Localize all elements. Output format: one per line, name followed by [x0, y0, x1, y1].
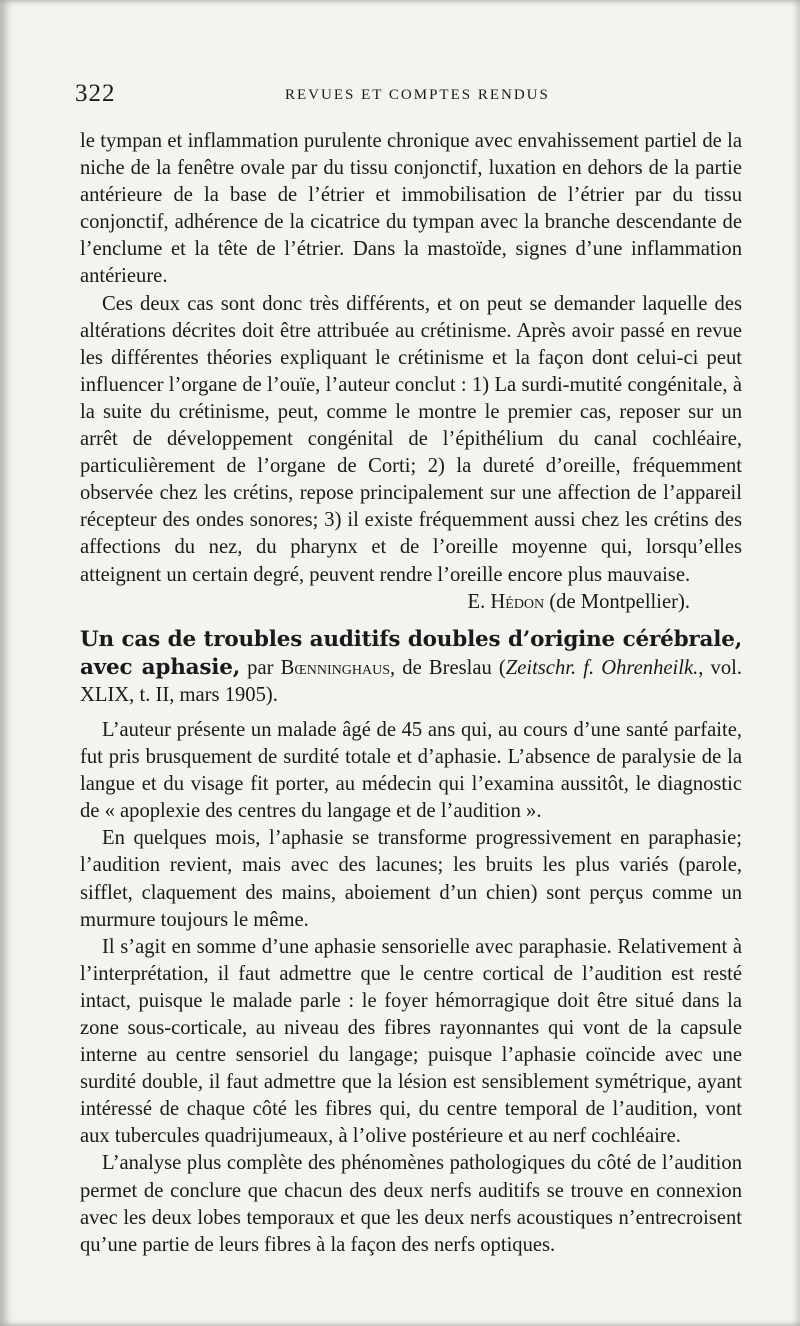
paragraph-evolution: En quelques mois, l’aphasie se transforme progressivement en paraphasie; l’audition revient, mais avec des lacunes; les bruits les plus variés (parole, sifflet, claquement des mains, aboiement d’un chien) sont perçus comme un murmure toujours le même.	[80, 827, 742, 931]
article-city: , de Breslau (	[390, 656, 506, 679]
page-number: 322	[75, 80, 116, 107]
article-title: Un cas de troubles auditifs doubles d’origine cérébrale, avec aphasie,	[80, 626, 742, 680]
article-by: par	[247, 656, 274, 679]
article-journal: Zeitschr. f. Ohrenheilk.	[505, 656, 699, 679]
article-author: Bœnninghaus	[280, 656, 391, 679]
page-header	[75, 80, 755, 110]
paragraph-interpretation: Il s’agit en somme d’une aphasie sensorielle avec paraphasie. Relativement à l’interprétation, il faut admettre que le centre cortical de l’audition est resté intact, puisque le malade parle : le foyer hémorragique doit être situé dans la zone sous-corticale, au niveau des fibres rayonnantes qui vont de la capsule interne au centre sensoriel du langage; puisque l’aphasie coïncide avec une surdité double, il faut admettre que la lésion est sensiblement symétrique, ayant intéressé de chaque côté les fibres qui, du centre temporal de l’audition, vont aux tubercules quadrijumeaux, à l’olive postérieure et au nerf cochléaire.	[80, 935, 742, 1148]
paragraph-analysis: L’analyse plus complète des phénomènes pathologiques du côté de l’audition permet de conclure que chacun des deux nerfs auditifs se trouve en connexion avec les deux lobes temporaux et que les deux nerfs acoustiques n’entrecroisent qu’une partie de leurs fibres à la façon des nerfs optiques.	[80, 1152, 742, 1256]
paragraph-case: L’auteur présente un malade âgé de 45 ans qui, au cours d’une santé parfaite, fut pris brusquement de surdité totale et d’aphasie. L’absence de paralysie de la langue et du visage fit porter, au médecin qui l’examina aussitôt, le diagnostic de « apoplexie des centres du langage et de l’audition ».	[80, 718, 742, 823]
running-head: REVUES ET COMPTES RENDUS	[285, 87, 550, 103]
article-heading	[80, 626, 742, 709]
signature-place: (de Montpellier).	[549, 590, 690, 613]
article-citation: , vol. XLIX, t. II, mars 1905).	[80, 656, 743, 706]
paragraph-continuation: le tympan et inflammation purulente chronique avec envahissement partiel de la niche de la fenêtre ovale par du tissu conjonctif, luxation en dehors de la partie antérieure de la base de l’étrier et immobilisation de l’étrier par du tissu conjonctif, adhérence de la cicatrice du tympan avec la branche descendante de l’enclume et la tête de l’étrier. Dans la mastoïde, signes d’une inflammation antérieure.	[80, 130, 742, 288]
signature-name: E. Hédon	[467, 590, 545, 613]
paragraph-conclusion: Ces deux cas sont donc très différents, et on peut se demander laquelle des altérations décrites doit être attribuée au crétinisme. Après avoir passé en revue les différentes théories expliquant le crétinisme et la façon dont celui-ci peut influencer l’organe de l’ouïe, l’auteur conclut : 1) La surdi-mutité congénitale, à la suite du crétinisme, peut, comme le montre le premier cas, reposer sur un arrêt de développement congénital de l’épithélium du canal cochléaire, particulièrement de l’organe de Corti; 2) la dureté d’oreille, fréquemment observée chez les crétins, repose principalement sur une affection de l’appareil récepteur des ondes sonores; 3) il existe fréquemment aussi chez les crétins des affections du nez, du pharynx et de l’oreille moyenne qui, lorsqu’elles atteignent un certain degré, peuvent rendre l’oreille encore plus mauvaise.	[80, 292, 742, 586]
review-signature	[80, 589, 742, 616]
page-body	[80, 128, 742, 1259]
